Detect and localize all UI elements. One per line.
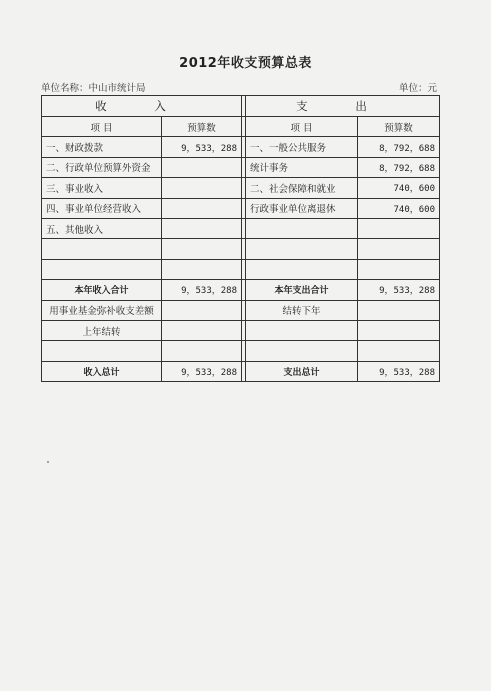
expense-item — [246, 218, 358, 238]
income-value — [162, 320, 242, 340]
income-item — [42, 259, 162, 279]
expense-value — [358, 300, 440, 320]
income-item: 用事业基金弥补收支差额 — [42, 300, 162, 320]
expense-item: 二、社会保障和就业 — [246, 178, 358, 198]
income-value — [162, 239, 242, 259]
expense-item: 行政事业单位离退休 — [246, 198, 358, 218]
expense-subtotal-value: 9，533，288 — [358, 280, 440, 300]
expense-value — [358, 259, 440, 279]
currency-unit: 单位：元 — [398, 83, 437, 94]
income-header: 收 入 — [42, 96, 242, 117]
page-title: 2012年收支预算总表 — [179, 56, 312, 71]
expense-header: 支 出 — [246, 96, 440, 117]
grand-total-row — [42, 361, 440, 381]
table-row — [42, 157, 440, 177]
expense-value: 8，792，688 — [358, 157, 440, 177]
expense-value: 740，600 — [358, 198, 440, 218]
income-item: 四、事业单位经营收入 — [42, 198, 162, 218]
table-row — [42, 341, 440, 361]
expense-total-label: 支出总计 — [246, 361, 358, 381]
expense-value — [358, 341, 440, 361]
expense-budget-col-header: 预算数 — [358, 117, 440, 137]
table-row — [42, 239, 440, 259]
income-item — [42, 239, 162, 259]
income-total-value: 9，533，288 — [162, 361, 242, 381]
expense-item-col-header: 项 目 — [246, 117, 358, 137]
income-value — [162, 218, 242, 238]
table-row — [42, 178, 440, 198]
income-value — [162, 157, 242, 177]
table-row — [42, 218, 440, 238]
income-value — [162, 178, 242, 198]
expense-item — [246, 239, 358, 259]
table-row — [42, 198, 440, 218]
expense-value — [358, 320, 440, 340]
income-item: 二、行政单位预算外资金 — [42, 157, 162, 177]
table-row — [42, 300, 440, 320]
column-header-row — [42, 117, 440, 137]
income-item: 上年结转 — [42, 320, 162, 340]
expense-item: 结转下年 — [246, 300, 358, 320]
table-row — [42, 137, 440, 157]
expense-item — [246, 341, 358, 361]
unit-name: 单位名称：中山市统计局 — [41, 83, 146, 94]
table-row — [42, 320, 440, 340]
expense-subtotal-label: 本年支出合计 — [246, 280, 358, 300]
income-item-col-header: 项 目 — [42, 117, 162, 137]
income-value — [162, 341, 242, 361]
expense-value — [358, 218, 440, 238]
expense-item: 一、一般公共服务 — [246, 137, 358, 157]
table-row — [42, 259, 440, 279]
income-value — [162, 300, 242, 320]
income-item: 五、其他收入 — [42, 218, 162, 238]
expense-item: 统计事务 — [246, 157, 358, 177]
expense-value: 740，600 — [358, 178, 440, 198]
income-item: 三、事业收入 — [42, 178, 162, 198]
scan-speck — [47, 461, 49, 463]
budget-table — [41, 95, 440, 382]
section-header-row — [42, 96, 440, 117]
income-item — [42, 341, 162, 361]
income-subtotal-label: 本年收入合计 — [42, 280, 162, 300]
expense-item — [246, 320, 358, 340]
income-value — [162, 198, 242, 218]
subtotal-row — [42, 280, 440, 300]
income-item: 一、财政拨款 — [42, 137, 162, 157]
expense-total-value: 9，533，288 — [358, 361, 440, 381]
income-value: 9，533，288 — [162, 137, 242, 157]
income-total-label: 收入总计 — [42, 361, 162, 381]
income-value — [162, 259, 242, 279]
expense-item — [246, 259, 358, 279]
expense-value — [358, 239, 440, 259]
expense-value: 8，792，688 — [358, 137, 440, 157]
income-budget-col-header: 预算数 — [162, 117, 242, 137]
income-subtotal-value: 9，533，288 — [162, 280, 242, 300]
